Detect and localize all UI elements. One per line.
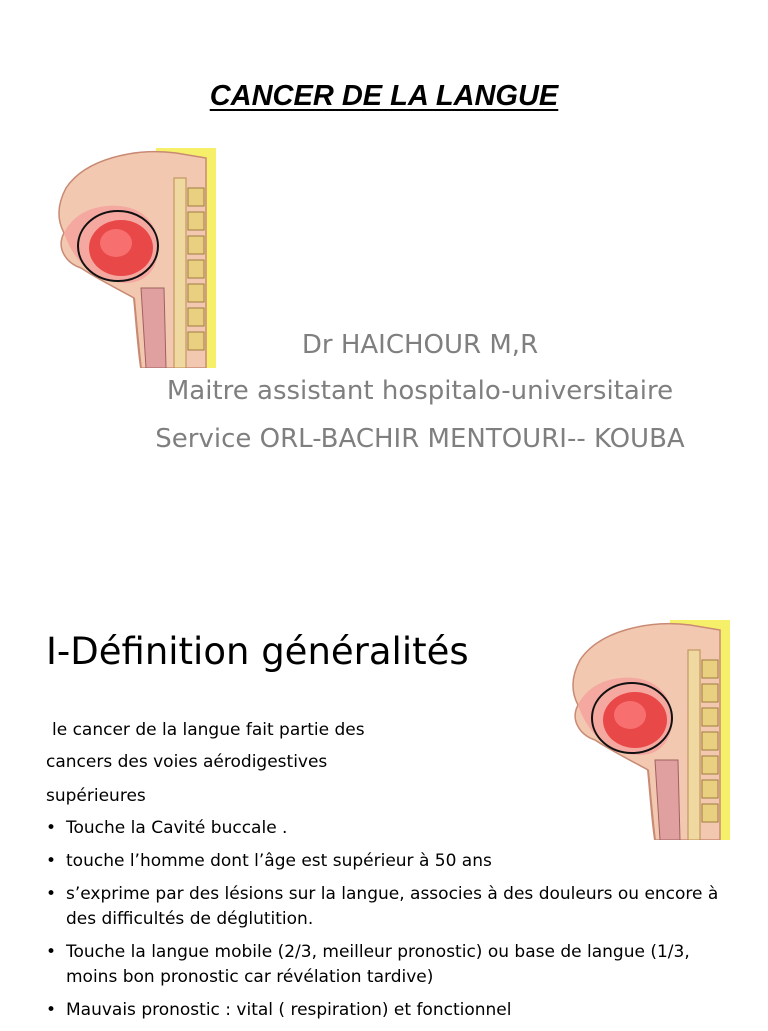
bullet-icon: • <box>46 942 57 962</box>
head-neck-anatomy-icon <box>560 620 730 840</box>
section-title: I-Définition généralités <box>46 630 469 673</box>
bullet-item: • Touche la Cavité buccale . <box>46 816 746 841</box>
bullet-icon: • <box>46 818 57 838</box>
intro-line-2: cancers des voies aérodigestives <box>46 752 328 772</box>
bullet-item: • Touche la langue mobile (2/3, meilleur pronostic) ou base de langue (1/3, moins bon pronostic car révélation tardive) <box>46 942 690 987</box>
author-service: Service ORL-BACHIR MENTOURI-- KOUBA <box>155 424 685 454</box>
bullet-icon: • <box>46 884 57 904</box>
author-name: Dr HAICHOUR M,R <box>301 330 539 360</box>
bullet-icon: • <box>46 851 57 871</box>
author-position: Maitre assistant hospitalo-universitaire <box>166 376 674 406</box>
intro-line-3: supérieures <box>46 786 146 806</box>
bullet-icon: • <box>46 1000 57 1020</box>
slide-title: CANCER DE LA LANGUE <box>209 80 559 112</box>
slide-1 <box>0 0 768 512</box>
bullet-list <box>46 816 746 1031</box>
intro-line-1: le cancer de la langue fait partie des <box>52 720 365 740</box>
bullet-item: • touche l’homme dont l’âge est supérieur à 50 ans <box>46 849 746 874</box>
bullet-item: • s’exprime par des lésions sur la langue, associes à des douleurs ou encore à des difficultés de déglutition. <box>46 884 719 929</box>
bullet-item: • Mauvais pronostic : vital ( respiration) et fonctionnel <box>46 998 746 1023</box>
